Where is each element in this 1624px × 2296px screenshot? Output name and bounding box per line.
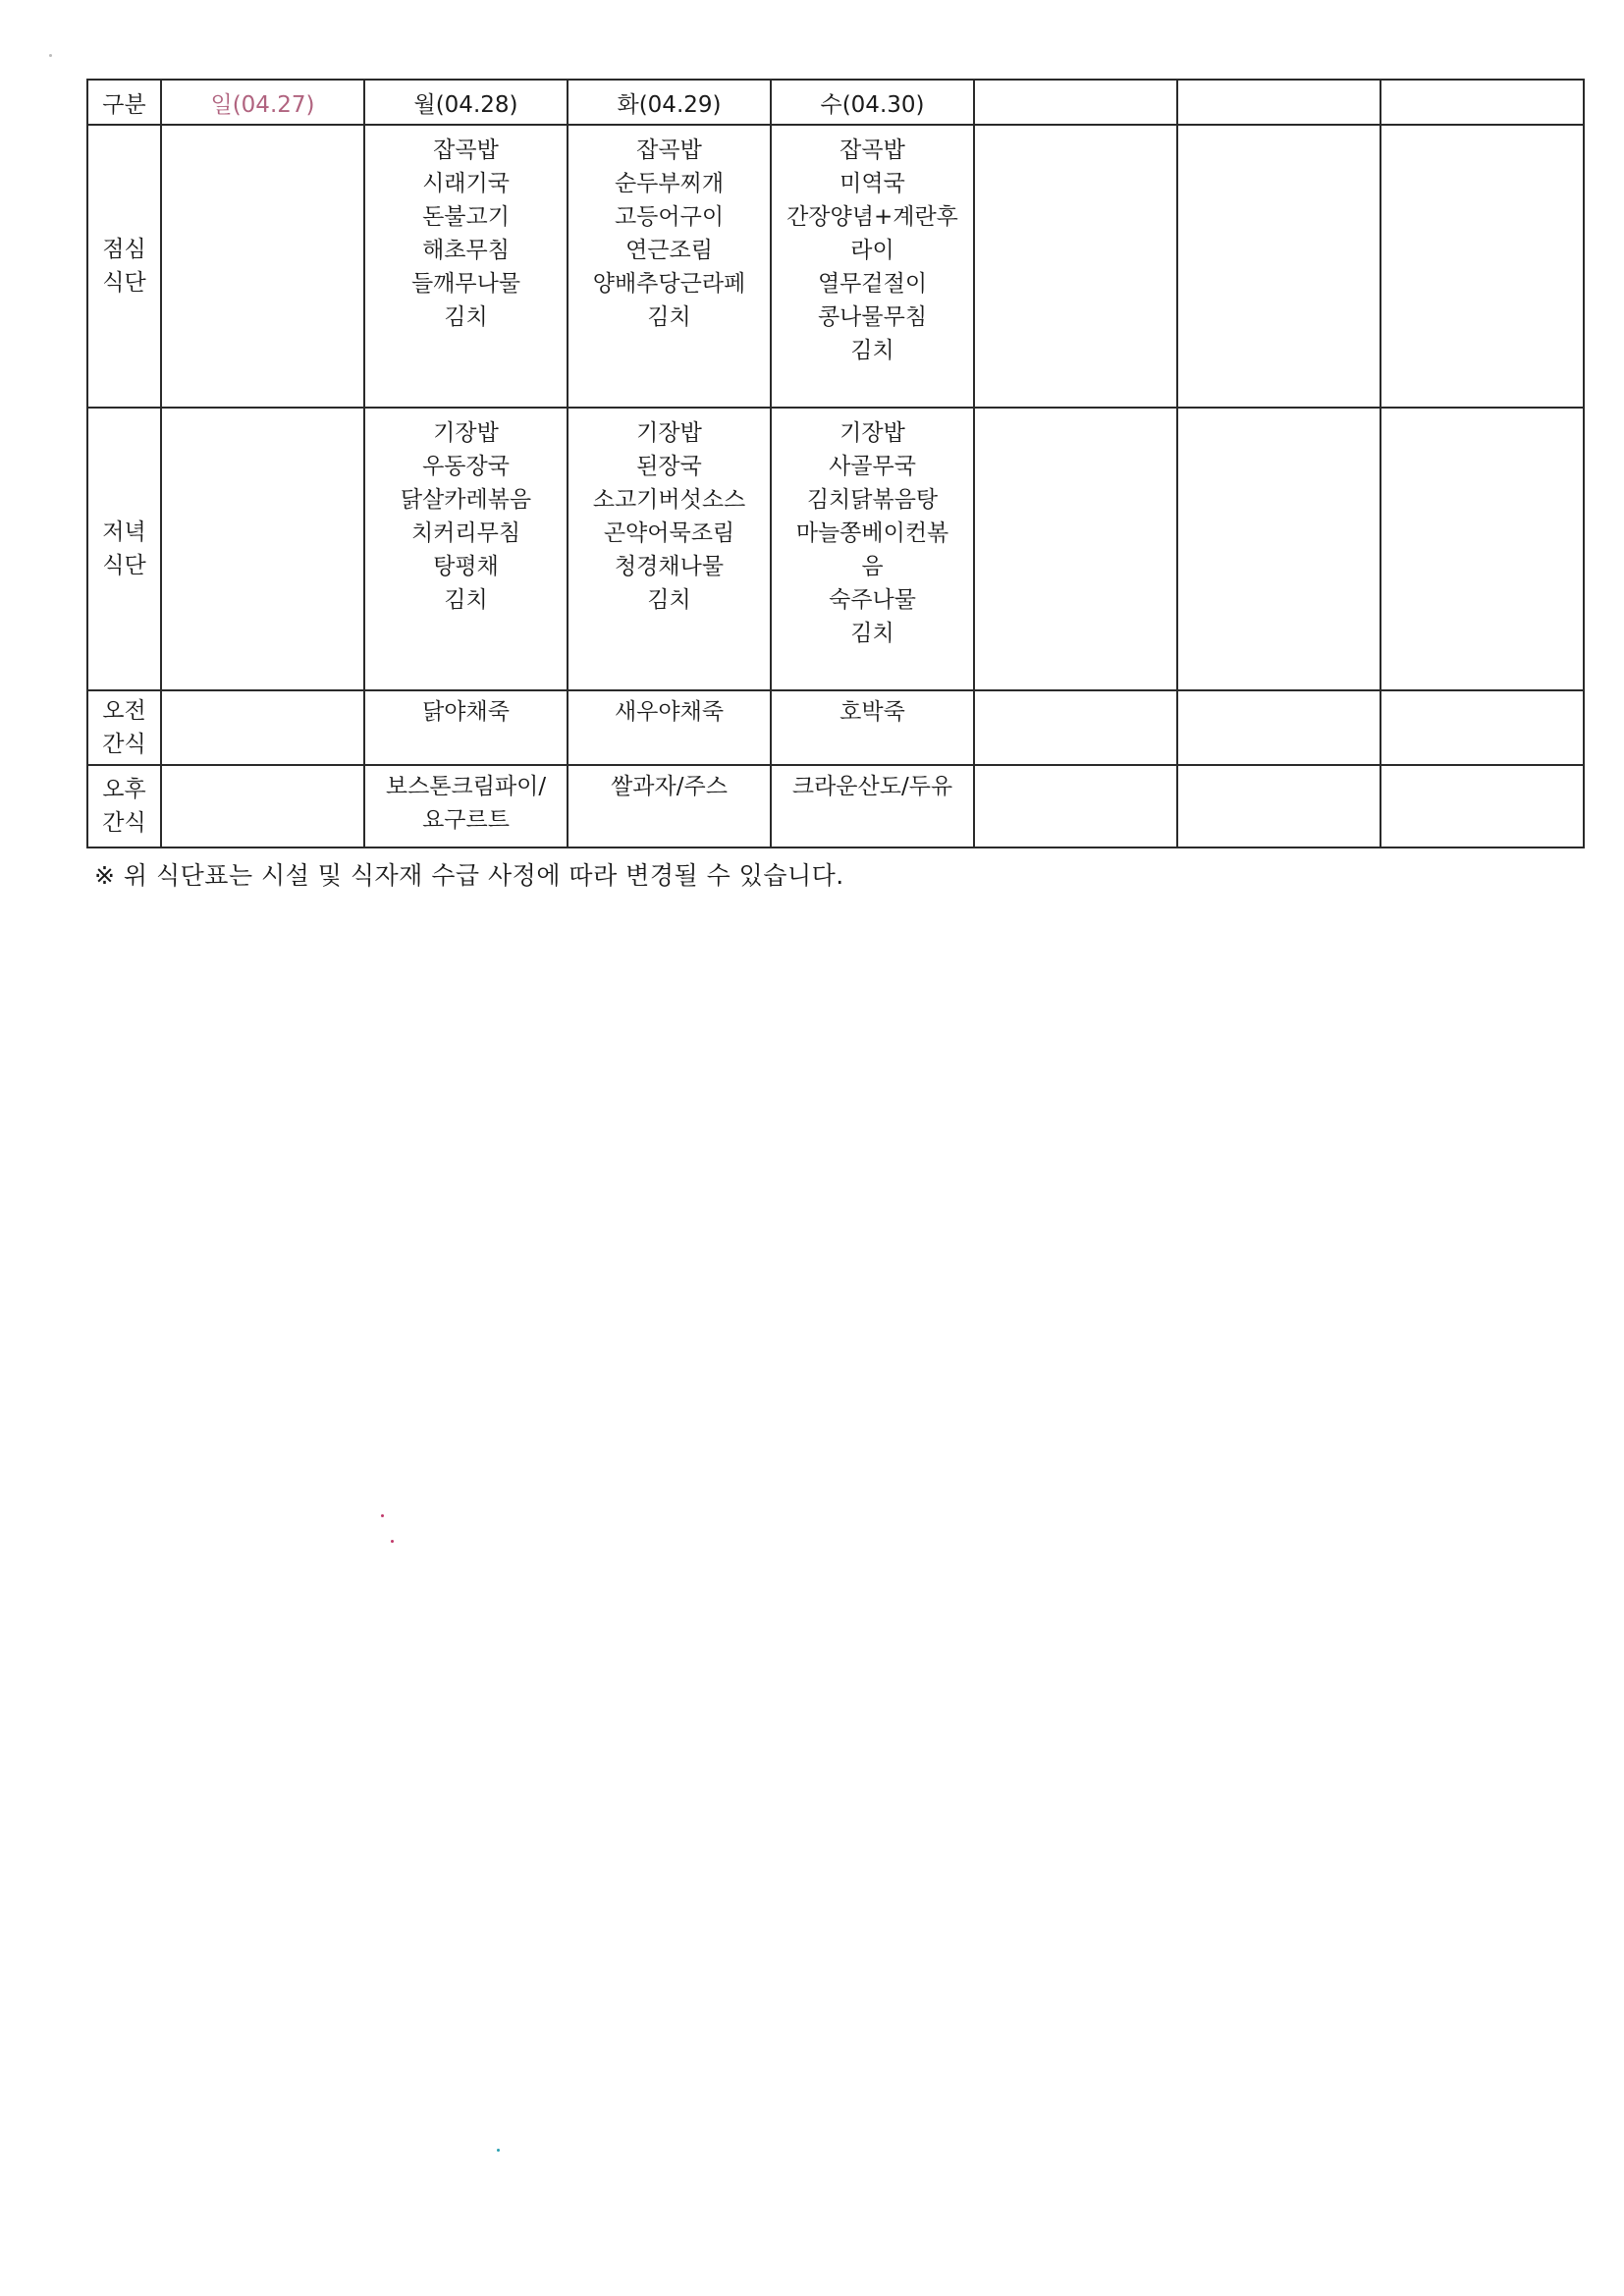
menu-item: 기장밥 [433, 420, 499, 446]
menu-cell-empty-1 [974, 408, 1177, 690]
menu-item: 간장양념+계란후 [786, 204, 958, 230]
row-label-line: 간식 [102, 810, 146, 836]
menu-cell-sunday [161, 765, 364, 847]
menu-cell-wednesday [771, 765, 974, 847]
row-label-line: 식단 [102, 553, 146, 578]
afternoon-snack-row [87, 765, 1584, 847]
menu-cell-monday [364, 765, 568, 847]
menu-cell-monday [364, 125, 568, 408]
header-tuesday: 화(04.29) [568, 80, 771, 125]
header-empty-1 [974, 80, 1177, 125]
menu-cell-empty-1 [974, 125, 1177, 408]
menu-item: 크라운산도/두유 [791, 774, 953, 799]
menu-cell-empty-3 [1380, 765, 1584, 847]
scan-speck [391, 1540, 394, 1543]
menu-cell-tuesday [568, 690, 771, 765]
menu-item: 쌀과자/주스 [611, 774, 728, 799]
menu-item: 호박죽 [839, 699, 905, 725]
row-label [87, 125, 161, 408]
scan-speck [49, 54, 52, 57]
menu-item: 소고기버섯소스 [592, 487, 746, 513]
menu-cell-empty-2 [1177, 690, 1380, 765]
menu-cell-empty-1 [974, 765, 1177, 847]
row-label-line: 오후 [102, 777, 146, 802]
menu-item: 콩나물무침 [817, 304, 928, 330]
menu-item: 김치 [647, 304, 691, 330]
menu-cell-empty-2 [1177, 408, 1380, 690]
header-monday: 월(04.28) [364, 80, 568, 125]
menu-cell-wednesday [771, 690, 974, 765]
row-label [87, 408, 161, 690]
lunch-row [87, 125, 1584, 408]
menu-item: 해초무침 [422, 238, 510, 263]
menu-cell-empty-2 [1177, 765, 1380, 847]
menu-item: 양배추당근라페 [592, 271, 746, 297]
menu-item: 청경채나물 [614, 554, 725, 579]
header-empty-2 [1177, 80, 1380, 125]
menu-item: 김치 [850, 621, 894, 646]
menu-item: 기장밥 [636, 420, 702, 446]
menu-item: 새우야채죽 [614, 699, 725, 725]
menu-item: 시래기국 [422, 171, 510, 196]
menu-cell-sunday [161, 690, 364, 765]
row-label-line: 식단 [102, 270, 146, 296]
menu-cell-tuesday [568, 765, 771, 847]
menu-item: 치커리무침 [410, 520, 521, 546]
menu-item: 김치 [850, 338, 894, 363]
menu-item: 연근조림 [625, 238, 713, 263]
menu-cell-empty-3 [1380, 125, 1584, 408]
menu-item: 돈불고기 [422, 204, 510, 230]
menu-cell-wednesday [771, 125, 974, 408]
header-category: 구분 [87, 80, 161, 125]
menu-item: 기장밥 [839, 420, 905, 446]
menu-item: 김치 [444, 304, 488, 330]
menu-item: 잡곡밥 [433, 137, 499, 163]
menu-item: 보스톤크림파이/ [385, 774, 547, 799]
menu-item: 김치 [444, 587, 488, 613]
menu-item: 요구르트 [422, 807, 510, 833]
header-row [87, 80, 1584, 125]
menu-cell-monday [364, 408, 568, 690]
menu-item: 닭살카레볶음 [400, 487, 532, 513]
menu-item: 잡곡밥 [839, 137, 905, 163]
menu-item: 곤약어묵조림 [603, 520, 735, 546]
menu-item: 고등어구이 [614, 204, 725, 230]
menu-item: 김치 [647, 587, 691, 613]
scan-speck [381, 1514, 384, 1517]
menu-item: 마늘쫑베이컨볶 [795, 520, 949, 546]
menu-item: 순두부찌개 [614, 171, 725, 196]
menu-change-note: ※ 위 식단표는 시설 및 식자재 수급 사정에 따라 변경될 수 있습니다. [94, 861, 844, 890]
dinner-row [87, 408, 1584, 690]
menu-cell-sunday [161, 408, 364, 690]
header-empty-3 [1380, 80, 1584, 125]
header-wednesday: 수(04.30) [771, 80, 974, 125]
header-sunday: 일(04.27) [161, 80, 364, 125]
menu-cell-empty-1 [974, 690, 1177, 765]
menu-item: 된장국 [636, 454, 702, 479]
menu-item: 열무겉절이 [817, 271, 928, 297]
menu-item: 들깨무나물 [410, 271, 521, 297]
menu-item: 라이 [850, 238, 894, 263]
menu-cell-wednesday [771, 408, 974, 690]
scan-speck [497, 2149, 500, 2152]
menu-item: 닭야채죽 [422, 699, 510, 725]
menu-cell-empty-3 [1380, 408, 1584, 690]
meal-menu-table [86, 79, 1585, 848]
row-label-line: 점심 [102, 237, 146, 262]
row-label-line: 저녁 [102, 519, 146, 545]
menu-cell-empty-2 [1177, 125, 1380, 408]
menu-item: 김치닭볶음탕 [806, 487, 939, 513]
row-label [87, 765, 161, 847]
menu-item: 사골무국 [829, 454, 916, 479]
menu-cell-tuesday [568, 125, 771, 408]
menu-item: 미역국 [839, 171, 905, 196]
menu-cell-sunday [161, 125, 364, 408]
menu-item: 잡곡밥 [636, 137, 702, 163]
row-label-line: 간식 [102, 732, 146, 757]
row-label-line: 오전 [102, 698, 146, 724]
menu-item: 음 [861, 554, 884, 579]
menu-cell-empty-3 [1380, 690, 1584, 765]
menu-item: 우동장국 [422, 454, 510, 479]
menu-cell-tuesday [568, 408, 771, 690]
menu-item: 숙주나물 [829, 587, 916, 613]
menu-item: 탕평채 [433, 554, 499, 579]
row-label [87, 690, 161, 765]
morning-snack-row [87, 690, 1584, 765]
menu-cell-monday [364, 690, 568, 765]
